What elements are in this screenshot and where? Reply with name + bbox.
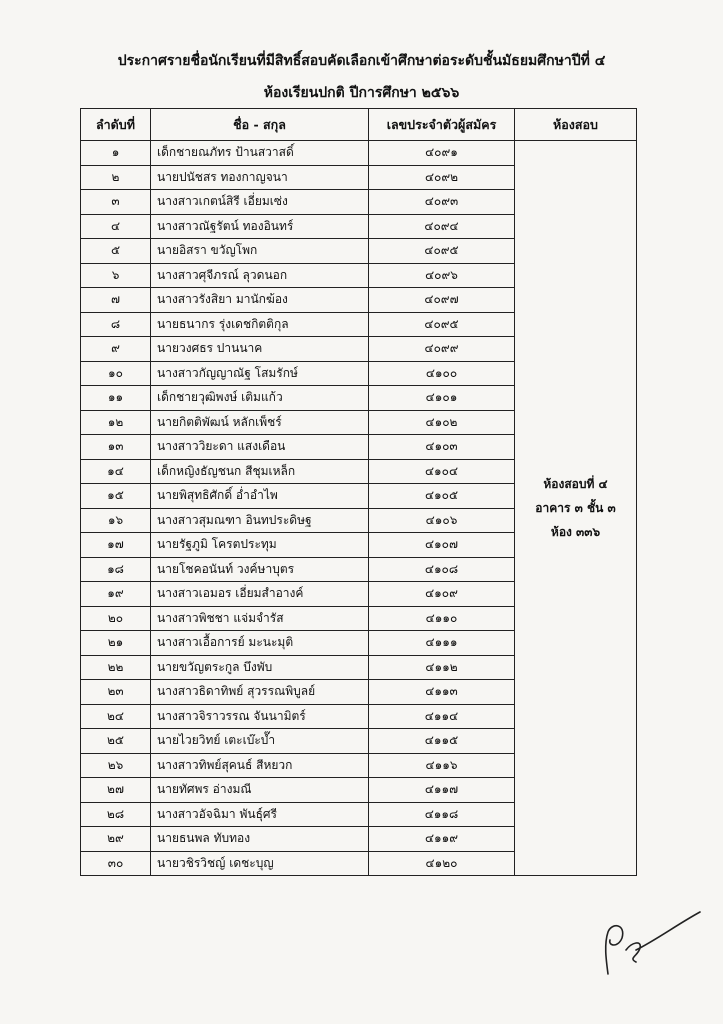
applicant-id: ๔๐๙๖ <box>369 263 515 288</box>
student-name: นายธนพล ทับทอง <box>151 827 369 852</box>
row-number: ๗ <box>81 288 151 313</box>
applicant-id: ๔๐๙๕ <box>369 312 515 337</box>
student-name: นายโชคอนันท์ วงค์ษาบุตร <box>151 557 369 582</box>
student-name: นางสาวจิราวรรณ จันนามิตร์ <box>151 704 369 729</box>
row-number: ๖ <box>81 263 151 288</box>
signature <box>596 904 706 984</box>
student-name: นายอิสรา ขวัญโพก <box>151 239 369 264</box>
student-name: นายวชิรวิชญ์ เดชะบุญ <box>151 851 369 876</box>
student-name: นางสาวรังสิยา มานักฆ้อง <box>151 288 369 313</box>
student-name: นายธนากร รุ่งเดชกิตติกุล <box>151 312 369 337</box>
applicant-id: ๔๑๑๐ <box>369 606 515 631</box>
applicant-id: ๔๑๑๕ <box>369 729 515 754</box>
row-number: ๑๒ <box>81 410 151 435</box>
applicant-id: ๔๑๑๖ <box>369 753 515 778</box>
applicant-id: ๔๐๙๗ <box>369 288 515 313</box>
table-body <box>81 141 637 876</box>
student-name: นายรัฐภูมิ โครตประทุม <box>151 533 369 558</box>
row-number: ๒๒ <box>81 655 151 680</box>
row-number: ๙ <box>81 337 151 362</box>
applicant-id: ๔๑๐๕ <box>369 484 515 509</box>
row-number: ๒ <box>81 165 151 190</box>
row-number: ๑๖ <box>81 508 151 533</box>
row-number: ๒๓ <box>81 680 151 705</box>
student-name: นายขวัญตระกูล บึงพับ <box>151 655 369 680</box>
student-name: นางสาวเอมอร เอี่ยมสำอางค์ <box>151 582 369 607</box>
header-no: ลำดับที่ <box>81 109 151 141</box>
student-name: เด็กหญิงธัญชนก สีชุมเหล็ก <box>151 459 369 484</box>
header-applicant-id: เลขประจำตัวผู้สมัคร <box>369 109 515 141</box>
row-number: ๑๑ <box>81 386 151 411</box>
row-number: ๑๔ <box>81 459 151 484</box>
applicant-id: ๔๐๙๕ <box>369 239 515 264</box>
applicant-id: ๔๑๐๒ <box>369 410 515 435</box>
row-number: ๕ <box>81 239 151 264</box>
student-name: นายไวยวิทย์ เตะเบ๊ะบ๊ำ <box>151 729 369 754</box>
row-number: ๒๕ <box>81 729 151 754</box>
student-name: นางสาวเอื้อการย์ มะนะมุติ <box>151 631 369 656</box>
student-name: นายพิสุทธิศักดิ์ อ่ำอำไพ <box>151 484 369 509</box>
header-name: ชื่อ - สกุล <box>151 109 369 141</box>
applicant-id: ๔๑๐๑ <box>369 386 515 411</box>
student-name: นางสาวสุมณฑา อินทประดิษฐ <box>151 508 369 533</box>
student-table <box>80 108 637 876</box>
applicant-id: ๔๐๙๑ <box>369 141 515 166</box>
exam-room-cell <box>515 141 637 876</box>
row-number: ๑๙ <box>81 582 151 607</box>
applicant-id: ๔๑๐๓ <box>369 435 515 460</box>
page-subtitle: ห้องเรียนปกติ ปีการศึกษา ๒๕๖๖ <box>263 85 460 101</box>
row-number: ๒๐ <box>81 606 151 631</box>
applicant-id: ๔๐๙๓ <box>369 190 515 215</box>
student-name: นางสาวศุจีภรณ์ ลุวดนอก <box>151 263 369 288</box>
applicant-id: ๔๑๑๑ <box>369 631 515 656</box>
table-row <box>81 141 637 166</box>
row-number: ๒๖ <box>81 753 151 778</box>
student-name: นางสาวธิดาทิพย์ สุวรรณพิบูลย์ <box>151 680 369 705</box>
page-title: ประกาศรายชื่อนักเรียนที่มีสิทธิ์สอบคัดเลือกเข้าศึกษาต่อระดับชั้นมัธยมศึกษาปีที่ ๔ <box>117 53 606 69</box>
exam-room-line2: อาคาร ๓ ชั้น ๓ <box>535 501 616 515</box>
row-number: ๑๘ <box>81 557 151 582</box>
row-number: ๑๕ <box>81 484 151 509</box>
student-name: นางสาวพิชชา แจ่มจำรัส <box>151 606 369 631</box>
applicant-id: ๔๑๑๙ <box>369 827 515 852</box>
student-name: นายปนัชสร ทองกาญจนา <box>151 165 369 190</box>
header-room: ห้องสอบ <box>515 109 637 141</box>
applicant-id: ๔๑๑๒ <box>369 655 515 680</box>
exam-room-line1: ห้องสอบที่ ๔ <box>543 477 608 491</box>
student-name: เด็กชายวุฒิพงษ์ เติมแก้ว <box>151 386 369 411</box>
student-name: เด็กชายณภัทร ป้านสวาสดิ์ <box>151 141 369 166</box>
applicant-id: ๔๑๑๔ <box>369 704 515 729</box>
row-number: ๑๗ <box>81 533 151 558</box>
applicant-id: ๔๑๐๗ <box>369 533 515 558</box>
student-name: นางสาวอัจฉิมา พันธุ์ศรี <box>151 802 369 827</box>
row-number: ๑๓ <box>81 435 151 460</box>
row-number: ๘ <box>81 312 151 337</box>
row-number: ๑๐ <box>81 361 151 386</box>
row-number: ๒๘ <box>81 802 151 827</box>
student-name: นายวงศธร ปานนาค <box>151 337 369 362</box>
row-number: ๓ <box>81 190 151 215</box>
applicant-id: ๔๐๙๒ <box>369 165 515 190</box>
row-number: ๒๙ <box>81 827 151 852</box>
applicant-id: ๔๑๐๐ <box>369 361 515 386</box>
applicant-id: ๔๐๙๙ <box>369 337 515 362</box>
applicant-id: ๔๑๐๙ <box>369 582 515 607</box>
row-number: ๓๐ <box>81 851 151 876</box>
student-name: นางสาวกัญญาณัฐ โสมรักษ์ <box>151 361 369 386</box>
row-number: ๑ <box>81 141 151 166</box>
exam-room-line3: ห้อง ๓๓๖ <box>550 525 601 539</box>
applicant-id: ๔๑๐๘ <box>369 557 515 582</box>
table-header-row <box>81 109 637 141</box>
student-name: นางสาววิยะดา แสงเดือน <box>151 435 369 460</box>
row-number: ๒๑ <box>81 631 151 656</box>
student-name: นางสาวทิพย์สุคนธ์ สีหยวก <box>151 753 369 778</box>
student-name: นายกิตติพัฒน์ หลักเพ็ชร์ <box>151 410 369 435</box>
row-number: ๔ <box>81 214 151 239</box>
student-name: นางสาวณัฐรัตน์ ทองอินทร์ <box>151 214 369 239</box>
applicant-id: ๔๑๐๔ <box>369 459 515 484</box>
applicant-id: ๔๑๑๓ <box>369 680 515 705</box>
row-number: ๒๔ <box>81 704 151 729</box>
applicant-id: ๔๑๑๘ <box>369 802 515 827</box>
applicant-id: ๔๐๙๔ <box>369 214 515 239</box>
student-name: นางสาวเกตน์สิรี เอี่ยมเซ่ง <box>151 190 369 215</box>
student-name: นายทัศพร อ่างมณี <box>151 778 369 803</box>
applicant-id: ๔๑๑๗ <box>369 778 515 803</box>
row-number: ๒๗ <box>81 778 151 803</box>
applicant-id: ๔๑๐๖ <box>369 508 515 533</box>
applicant-id: ๔๑๒๐ <box>369 851 515 876</box>
